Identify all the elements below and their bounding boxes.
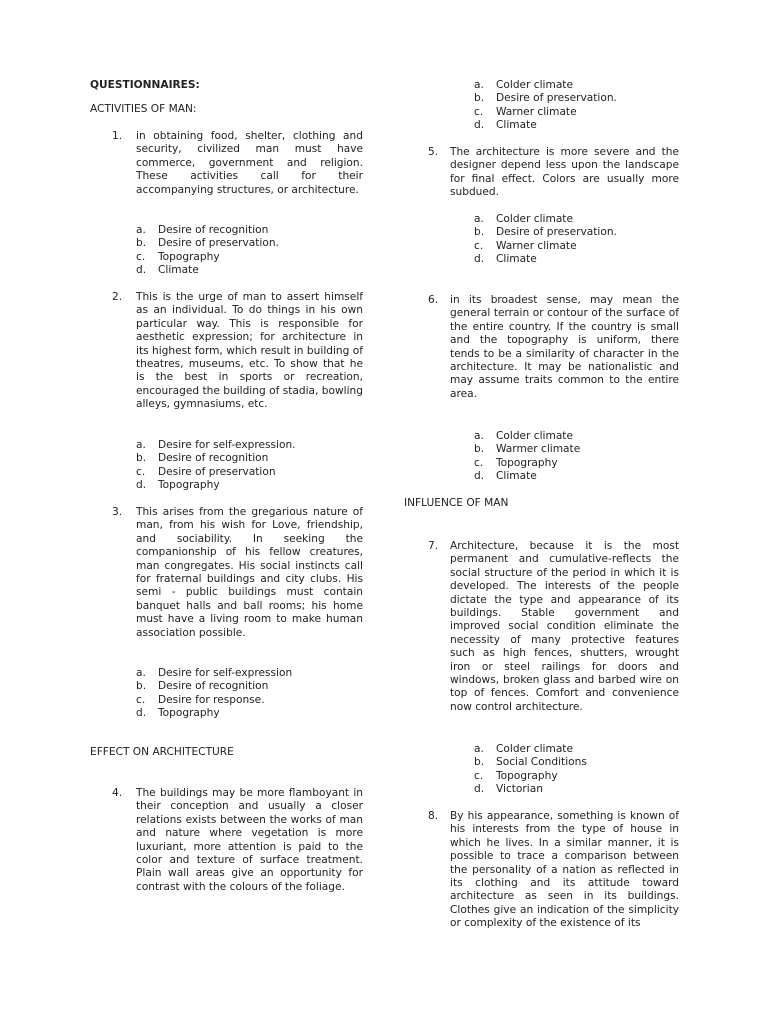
question-number: 8. — [428, 810, 439, 822]
question-5 — [428, 146, 679, 200]
option: c. Warner climate — [474, 239, 577, 252]
option: d. Climate — [474, 253, 537, 266]
option: b. Desire of preservation. — [474, 92, 617, 105]
question-text: By his appearance, something is known of his interests from the type of house in which he lives. In a similar manner, it is possible to trace a comparison between the personality of a nation as reflected in its clothing and its attitude toward architecture as seen in its buildings. Clothes give an indication of the simplicity or complexity of the existence of its — [450, 810, 679, 930]
option: c. Topography — [474, 456, 558, 469]
question-text: The buildings may be more flamboyant in their conception and usually a closer relations exists between the works of man and nature where vegetation is more luxuriant, more attention is paid to the color and texture of surface treatment. Plain wall areas give an opportunity for contrast with the colours of the foliage. — [136, 787, 363, 893]
question-number: 5. — [428, 146, 439, 158]
question-8 — [428, 810, 679, 931]
option: a. Colder climate — [474, 743, 573, 755]
question-text: The architecture is more severe and the designer depend less upon the landscape for final effect. Colors are usually more subdued. — [450, 146, 679, 199]
option: b. Desire of preservation. — [136, 237, 279, 250]
question-2 — [112, 291, 363, 412]
option: c. Warner climate — [474, 105, 577, 118]
option: c. Topography — [474, 769, 558, 782]
answer-options-5 — [474, 213, 617, 267]
option: d. Victorian — [474, 783, 543, 796]
option: c. Topography — [136, 250, 220, 263]
section-heading-effect: EFFECT ON ARCHITECTURE — [90, 746, 234, 758]
option: d. Climate — [474, 119, 537, 132]
question-number: 3. — [112, 506, 123, 518]
question-number: 1. — [112, 130, 123, 142]
option: b. Desire of recognition — [136, 680, 269, 693]
answer-options-1 — [136, 224, 279, 278]
option: a. Desire of recognition — [136, 224, 269, 236]
option: d. Topography — [136, 707, 220, 720]
question-7 — [428, 540, 679, 714]
option: d. Climate — [474, 470, 537, 483]
answer-options-7 — [474, 743, 587, 797]
question-text: This arises from the gregarious nature of man, from his wish for Love, friendship, and sociability. In seeking the companionship of his fellow creatures, man congregates. His social instincts call for fraternal buildings and city clubs. His semi - public buildings must contain banquet halls and ball rooms; his home must have a living room to make human association possible. — [136, 506, 363, 639]
question-3 — [112, 506, 363, 640]
question-text: in its broadest sense, may mean the general terrain or contour of the surface of the entire country. If the country is small and the topography is uniform, there tends to be a similarity of character in the architecture. It may be nationalistic and may assume traits common to the entire area. — [450, 294, 679, 400]
document-title: QUESTIONNAIRES: — [90, 79, 200, 91]
option: a. Colder climate — [474, 79, 573, 91]
option: b. Social Conditions — [474, 756, 587, 769]
section-heading-activities: ACTIVITIES OF MAN: — [90, 103, 197, 115]
question-6 — [428, 294, 679, 401]
section-heading-influence: INFLUENCE OF MAN — [404, 497, 509, 509]
answer-options-2 — [136, 439, 296, 493]
option: a. Colder climate — [474, 213, 573, 225]
answer-options-4 — [474, 79, 617, 133]
option: a. Colder climate — [474, 430, 573, 442]
option: b. Desire of recognition — [136, 452, 269, 465]
answer-options-3 — [136, 667, 292, 721]
question-text: This is the urge of man to assert himself as an individual. To do things in his own particular way. This is responsible for aesthetic expression; for architecture in its highest form, which result in building of theatres, museums, etc. To show that he is the best in sports or recreation, encouraged the building of stadia, bowling alleys, gymnasiums, etc. — [136, 291, 363, 411]
question-text: in obtaining food, shelter, clothing and security, civilized man must have commerce, government and religion. These activities call for their accompanying structures, or architecture. — [136, 130, 363, 196]
question-number: 4. — [112, 787, 123, 799]
option: b. Desire of preservation. — [474, 226, 617, 239]
question-4 — [112, 787, 363, 894]
question-number: 7. — [428, 540, 439, 552]
option: c. Desire of preservation — [136, 465, 276, 478]
question-number: 2. — [112, 291, 123, 303]
option: d. Topography — [136, 479, 220, 492]
option: a. Desire for self-expression — [136, 667, 293, 679]
question-1 — [112, 130, 363, 197]
answer-options-6 — [474, 430, 580, 484]
option: c. Desire for response. — [136, 693, 265, 706]
question-text: Architecture, because it is the most permanent and cumulative-reflects the social structure of the period in which it is developed. The interests of the people dictate the type and appearance of its buildings. Stable government and improved social condition eliminate the necessity of many protective features such as high fences, shutters, wrought iron or steel railings for doors and windows, broken glass and barbed wire on top of fences. Comfort and convenience now control architecture. — [450, 540, 679, 713]
option: b. Warmer climate — [474, 443, 581, 456]
question-number: 6. — [428, 294, 439, 306]
option: a. Desire for self-expression. — [136, 439, 296, 451]
option: d. Climate — [136, 264, 199, 277]
